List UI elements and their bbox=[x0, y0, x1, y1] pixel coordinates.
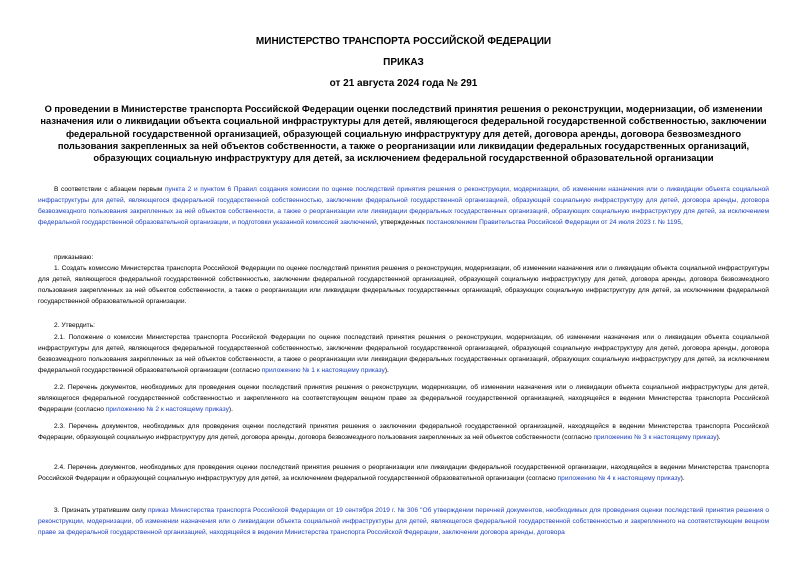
item-2-1-end: ). bbox=[384, 367, 389, 375]
doc-type-heading: ПРИКАЗ bbox=[383, 57, 424, 68]
preamble-text-2: , утвержденных bbox=[376, 219, 427, 227]
item-2-2-end: ). bbox=[228, 406, 233, 414]
rules-link[interactable]: пункта 2 и пунктом 6 Правил создания комиссии по оценке последствий принятия решения о реконструкции, модернизации, об изменении назначения или о ликвидации объекта социальной инфраструктуры для детей, являющегося федеральной государственной собственностью, заключении федеральной государственной организацией, образующей социальную инфраструктуру для детей, договора аренды, договора безвозмездного пользования закрепленных за ней объектов собственности, а также о реорганизации или ликвидации федеральных государственных организаций, образующих социальную инфраструктуру для детей, за исключением федеральной государственной образовательной организации, и подготовки указанной комиссией заключений bbox=[38, 186, 769, 227]
repealed-order-link[interactable]: приказ Министерства транспорта Российской Федерации от 19 сентября 2019 г. № 306 "Об утверждении перечней документов, необходимых для проведения оценки последствий принятия решения о реконструкции, модернизации, об изменении назначения или о ликвидации объекта социальной инфраструктуры для детей, являющегося федеральной государственной собственностью и закрепленного на соответствующем вещном праве за федеральной государственной организацией, находящейся в ведении Министерства транспорта Российской Федерации, заключении договора аренды, договора bbox=[38, 507, 769, 537]
order-word: приказываю: bbox=[54, 254, 94, 261]
item-1-paragraph: 1. Создать комиссию Министерства транспорта Российской Федерации по оценке последствий принятия решения о реконструкции, модернизации, об изменении назначения или о ликвидации объекта социальной инфраструктуры для детей, являющегося федеральной государственной собственностью, заключении федеральной государственной организацией, образующей социальную инфраструктуру для детей, договора аренды, договора безвозмездного пользования закрепленных за ней объектов собственности, а также о реорганизации или ликвидации федеральных государственных организаций, образующих социальную инфраструктуру для детей, за исключением федеральной государственной образовательной организации. bbox=[38, 265, 769, 306]
item-2-1-paragraph bbox=[38, 332, 769, 376]
preamble-paragraph bbox=[38, 184, 769, 228]
item-3-text: 3. Признать утратившим силу bbox=[54, 507, 148, 514]
item-2-4-end: ). bbox=[680, 475, 685, 483]
item-2-2-text: 2.2. Перечень документов, необходимых для проведения оценки последствий принятия решения о реконструкции, модернизации, об изменении назначения или о ликвидации объекта социальной инфраструктуры для детей, являющегося федеральной государственной собственностью и закрепленного на соответствующем вещном праве за федеральной государственной организацией, находящейся в ведении Министерства транспорта Российской Федерации (согласно bbox=[38, 384, 769, 414]
item-2-3-paragraph bbox=[38, 421, 769, 443]
preamble-text-3: , bbox=[681, 219, 683, 227]
item-2-paragraph: 2. Утвердить: bbox=[54, 322, 95, 329]
preamble-text-1: В соответствии с абзацем первым bbox=[54, 186, 165, 193]
item-2-1-text: 2.1. Положение о комиссии Министерства транспорта Российской Федерации по оценке последствий принятия решения о реконструкции, модернизации, об изменении назначения или о ликвидации объекта социальной инфраструктуры для детей, являющегося федеральной государственной собственностью, заключении федеральной государственной организацией, образующей социальную инфраструктуру для детей, договора аренды, договора безвозмездного пользования закрепленных за ней объектов собственности, а также о реорганизации или ликвидации федеральных государственных организаций, образующих социальную инфраструктуру для детей, за исключением федеральной государственной образовательной организации (согласно bbox=[38, 334, 769, 375]
item-2-4-text: 2.4. Перечень документов, необходимых для проведения оценки последствий принятия решения о реорганизации или ликвидации федеральной государственной организации, находящейся в ведении Министерства транспорта Российской Федерации и образующей социальную инфраструктуру для детей, за исключением федеральной государственной образовательной организации (согласно bbox=[38, 464, 769, 483]
appendix-2-link[interactable]: приложению № 2 к настоящему приказу bbox=[105, 406, 229, 414]
appendix-3-link[interactable]: приложению № 3 к настоящему приказу bbox=[593, 434, 717, 442]
appendix-1-link[interactable]: приложению № 1 к настоящему приказу bbox=[261, 367, 385, 375]
item-3-paragraph bbox=[38, 505, 769, 538]
appendix-4-link[interactable]: приложению № 4 к настоящему приказу bbox=[557, 475, 681, 483]
item-2-3-end: ). bbox=[716, 434, 721, 442]
item-2-4-paragraph bbox=[38, 462, 769, 484]
government-decree-link[interactable]: постановлением Правительства Российской Федерации от 24 июля 2023 г. № 1195 bbox=[426, 219, 681, 227]
doc-date-number: от 21 августа 2024 года № 291 bbox=[329, 78, 478, 89]
item-2-3-text: 2.3. Перечень документов, необходимых для проведения оценки последствий принятия решения о заключении федеральной государственной организацией, находящейся в ведении Министерства транспорта Российской Федерации, образующей социальную инфраструктуру для детей, договора аренды, договора безвозмездного пользования закрепленных за ней объектов собственности (согласно bbox=[38, 423, 769, 442]
ministry-heading: МИНИСТЕРСТВО ТРАНСПОРТА РОССИЙСКОЙ ФЕДЕРАЦИИ bbox=[255, 36, 552, 47]
document-title: О проведении в Министерстве транспорта Российской Федерации оценки последствий принятия решения о реконструкции, модернизации, об изменении назначения или о ликвидации объекта социальной инфраструктуры для детей, являющегося федеральной государственной собственностью, заключении федеральной государственной организацией, образующей социальную инфраструктуру для детей, договора аренды, договора безвозмездного пользования закрепленных за ней объектов собственности, а также о реорганизации или ликвидации федеральных государственных организаций, образующих социальную инфраструктуру для детей, за исключением федеральной государственной образовательной организации bbox=[40, 104, 767, 164]
item-2-2-paragraph bbox=[38, 382, 769, 415]
